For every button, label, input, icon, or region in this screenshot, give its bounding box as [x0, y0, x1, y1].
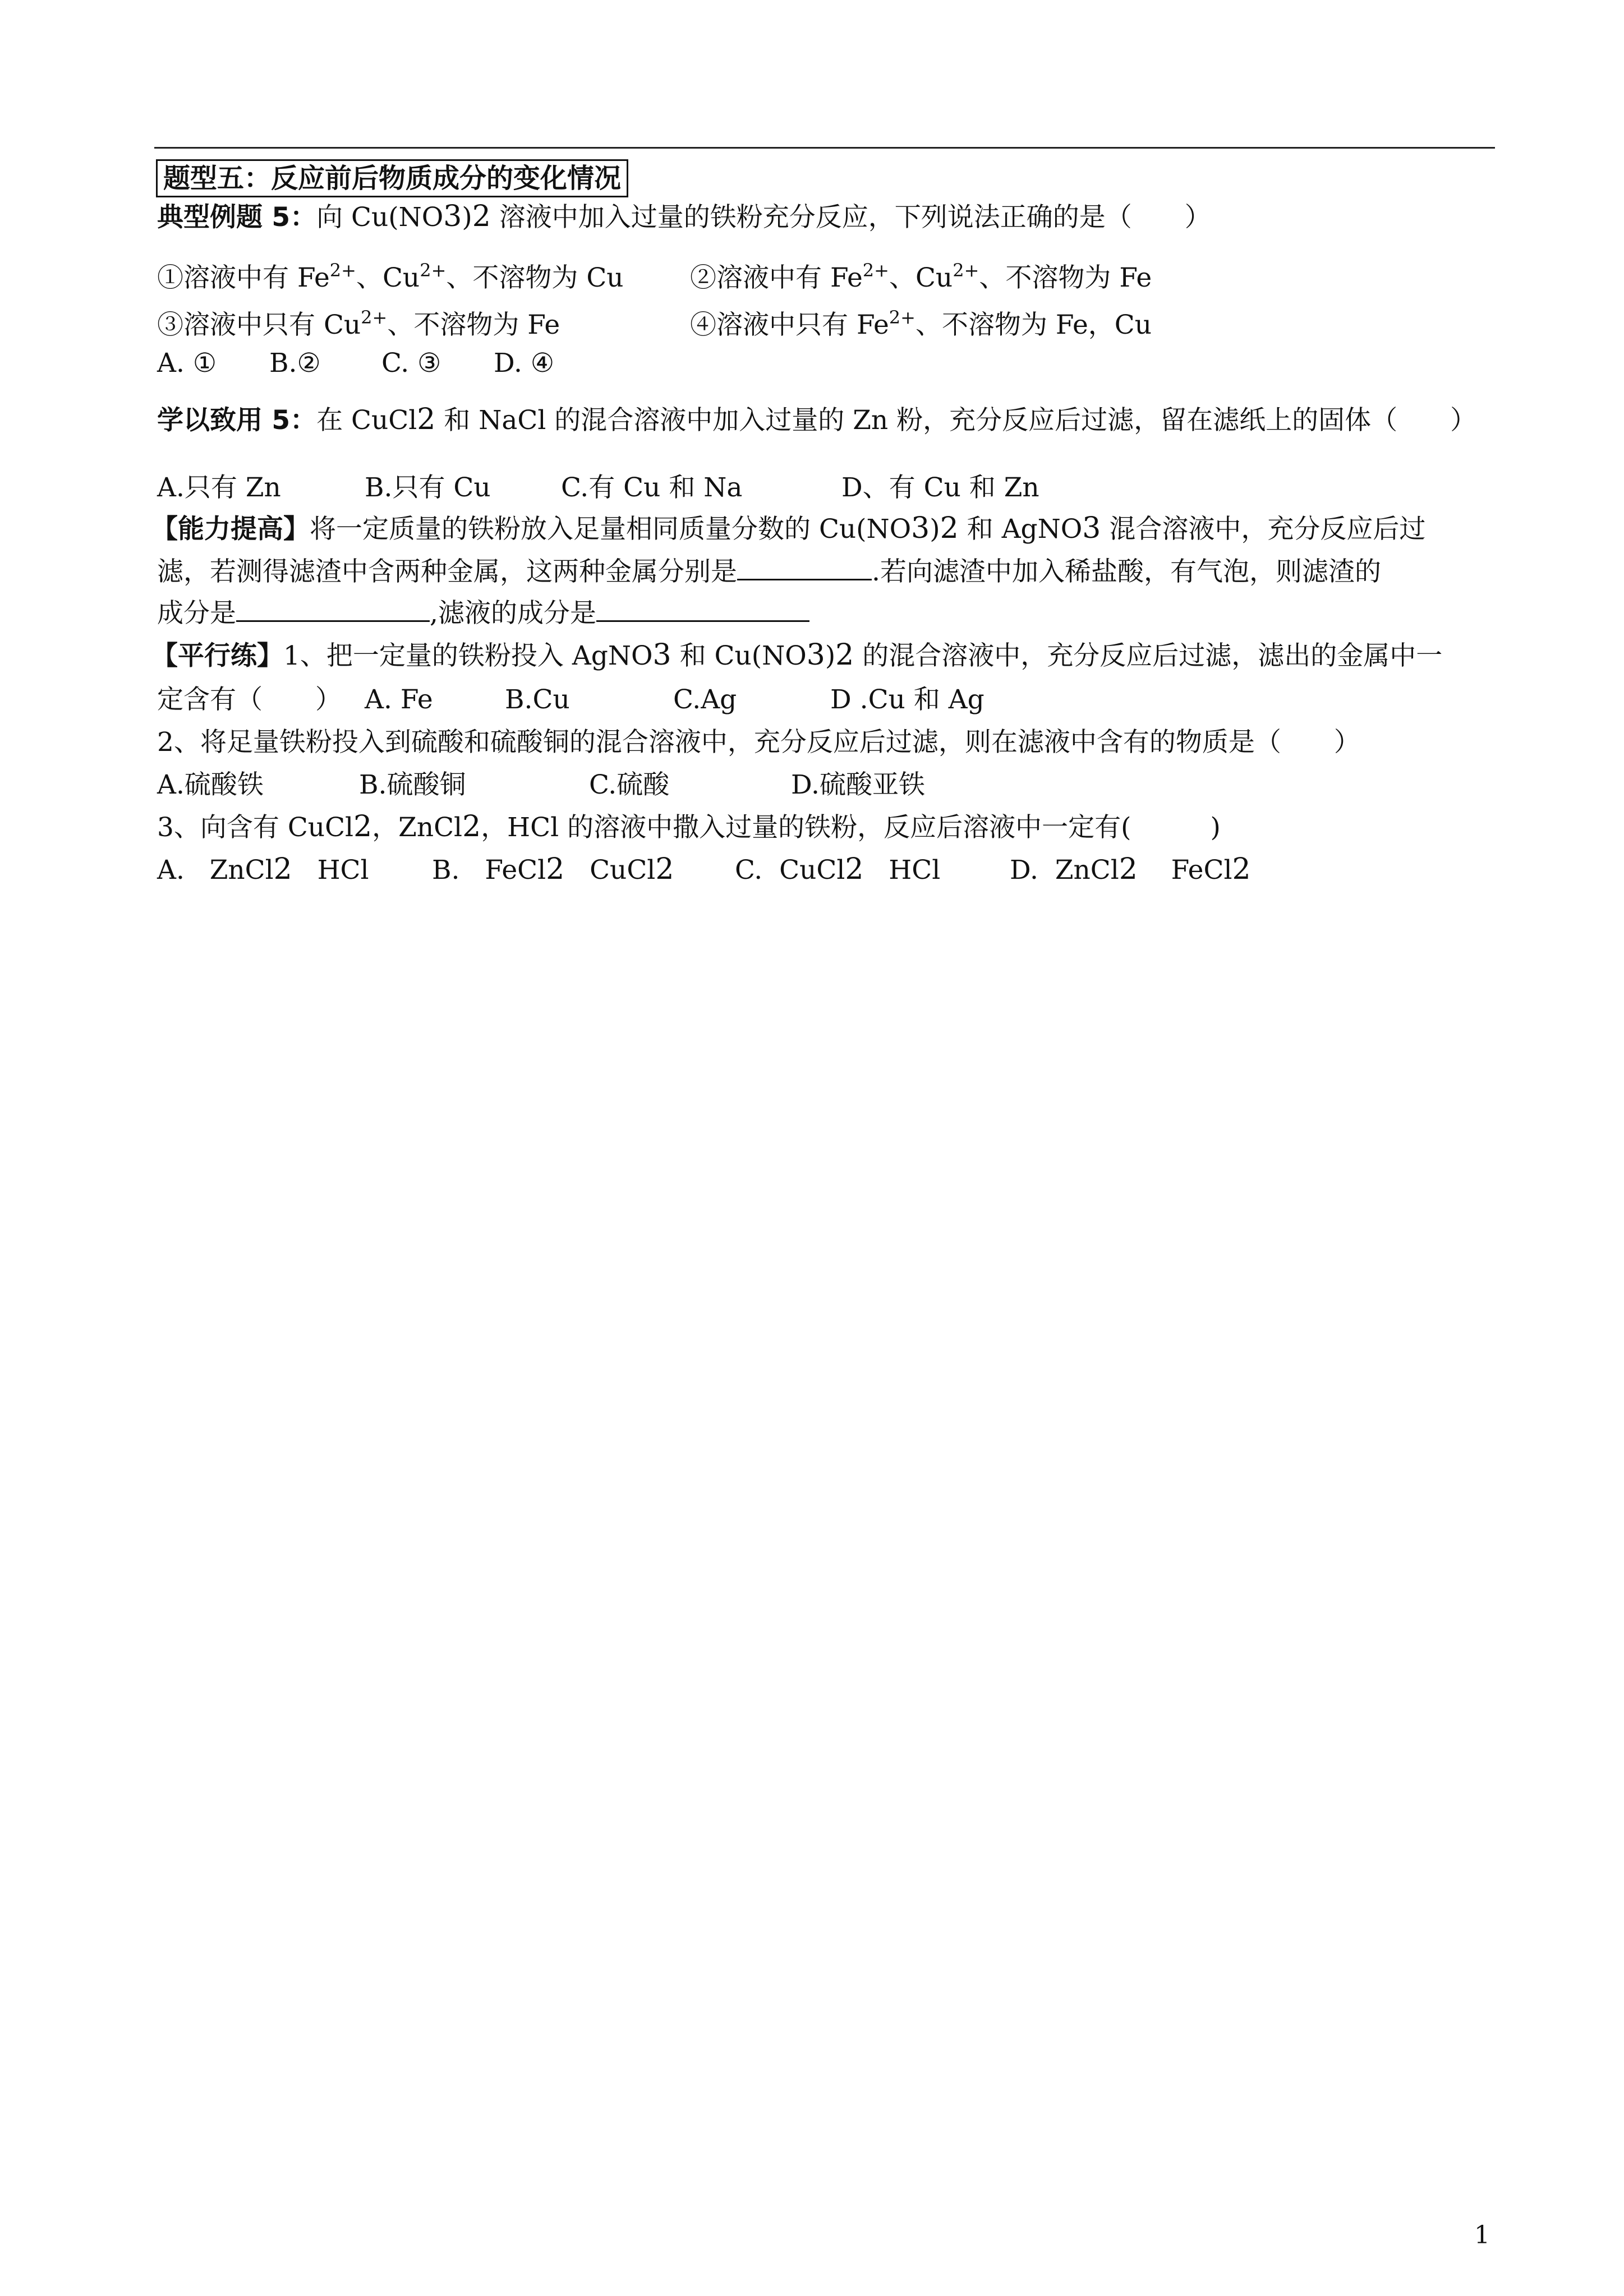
practice-q1-option: D .Cu 和 Ag — [830, 684, 984, 715]
apply-q-after: 和 NaCl 的混合溶液中加入过量的 Zn 粉，充分反应后过滤，留在滤纸上的固体（ ） — [435, 405, 1477, 436]
practice-q1-line-2 — [157, 683, 984, 717]
ability-l1a: 将一定质量的铁粉放入足量相同质量分数的 Cu(NO — [310, 514, 912, 545]
option-formula: ZnCl — [209, 855, 274, 886]
apply-option: A.只有 Zn — [157, 472, 281, 503]
practice-q3 — [157, 810, 1221, 845]
option-formula: HCl — [889, 855, 941, 886]
sub2: 2 — [1232, 852, 1251, 886]
example-q-mid: ) — [462, 202, 472, 233]
practice-q1-option: C.Ag — [673, 684, 737, 715]
option-letter: B. — [432, 855, 460, 886]
example-option: A. ① — [157, 348, 217, 379]
option-formula: FeCl — [1171, 855, 1232, 886]
apply-option: C.有 Cu 和 Na — [561, 472, 743, 503]
charge: 2+ — [329, 260, 356, 281]
sub2: 2 — [655, 852, 674, 886]
apply-q-sub: 2 — [417, 403, 436, 436]
s1a: ①溶液中有 Fe — [157, 262, 330, 293]
example-q-sub2: 2 — [472, 200, 491, 233]
example-question — [157, 200, 1211, 234]
example-statement-1 — [157, 261, 624, 297]
option-letter: A. — [157, 855, 185, 886]
ability-l2b: .若向滤渣中加入稀盐酸，有气泡，则滤渣的 — [872, 556, 1381, 587]
sub3: 3 — [652, 638, 671, 672]
option-letter: D. — [1010, 855, 1038, 886]
practice-q3c: ，HCl 的溶液中撒入过量的铁粉，反应后溶液中一定有( ) — [481, 812, 1221, 843]
example-statement-4 — [690, 308, 1152, 344]
practice-q1e: 定含有（ ） — [157, 684, 342, 715]
practice-q3-option-d — [1010, 852, 1251, 887]
ability-l3a: 成分是 — [157, 598, 236, 629]
ability-label: 【能力提高】 — [151, 514, 310, 545]
ability-l3b: ,滤液的成分是 — [430, 598, 596, 629]
example-statement-3 — [157, 308, 560, 344]
sub2: 2 — [1119, 852, 1138, 886]
page-number: 1 — [1474, 2221, 1490, 2249]
charge: 2+ — [420, 260, 447, 281]
ability-l1d: 混合溶液中，充分反应后过 — [1101, 514, 1426, 545]
practice-q3-options — [157, 852, 1251, 887]
apply-options — [157, 471, 1039, 505]
sub2: 2 — [353, 810, 372, 843]
apply-q-before: 在 CuCl — [316, 405, 417, 436]
apply-option: B.只有 Cu — [365, 472, 491, 503]
charge: 2+ — [889, 307, 915, 328]
s4b: 、不溶物为 Fe，Cu — [915, 310, 1152, 340]
s4a: ④溶液中只有 Fe — [690, 310, 889, 340]
practice-q1d: 的混合溶液中，充分反应后过滤，滤出的金属中一 — [854, 640, 1443, 671]
example-option: D. ④ — [494, 348, 555, 379]
example-q-sub1: 3 — [443, 200, 462, 233]
s2a: ②溶液中有 Fe — [690, 262, 863, 293]
practice-q1-option: A. Fe — [365, 684, 433, 715]
s2c: 、不溶物为 Fe — [979, 262, 1152, 293]
charge: 2+ — [862, 260, 889, 281]
practice-q3-option-a — [157, 852, 432, 887]
apply-question — [157, 403, 1476, 437]
s3a: ③溶液中只有 Cu — [157, 310, 361, 340]
sub2: 2 — [940, 511, 959, 545]
example-option: C. ③ — [381, 348, 441, 379]
practice-q3b: ，ZnCl — [372, 812, 463, 843]
sub3: 3 — [1082, 511, 1101, 545]
practice-q2-option: C.硫酸 — [589, 769, 670, 800]
practice-q3-option-c — [735, 852, 1010, 887]
sub2: 2 — [835, 638, 854, 672]
practice-q3a: 3、向含有 CuCl — [157, 812, 354, 843]
example-q-after: 溶液中加入过量的铁粉充分反应，下列说法正确的是（ ） — [490, 202, 1211, 233]
sub2: 2 — [273, 852, 292, 886]
example-q-before: 向 Cu(NO — [316, 202, 444, 233]
ability-l1b: ) — [930, 514, 940, 545]
answer-blank[interactable] — [596, 596, 809, 622]
sub3: 3 — [911, 511, 930, 545]
sub2: 2 — [546, 852, 565, 886]
option-formula: ZnCl — [1055, 855, 1119, 886]
example-option: B.② — [269, 348, 321, 379]
answer-blank[interactable] — [737, 554, 872, 580]
charge: 2+ — [361, 307, 388, 328]
example-options — [157, 347, 554, 380]
practice-q2-option: D.硫酸亚铁 — [791, 769, 925, 800]
example-statement-2 — [690, 261, 1152, 297]
apply-option: D、有 Cu 和 Zn — [841, 472, 1039, 503]
s2b: 、Cu — [889, 262, 953, 293]
ability-line-2 — [157, 554, 1381, 589]
s1c: 、不溶物为 Cu — [446, 262, 624, 293]
practice-q3-option-b — [432, 852, 735, 887]
ability-line-3 — [157, 596, 809, 630]
practice-q1a: 1、把一定量的铁粉投入 AgNO — [283, 640, 653, 671]
practice-q2-option: A.硫酸铁 — [157, 769, 264, 800]
option-formula: HCl — [317, 855, 369, 886]
practice-q2-options — [157, 768, 925, 802]
option-formula: CuCl — [779, 855, 845, 886]
practice-label: 【平行练】 — [151, 640, 283, 671]
charge: 2+ — [953, 260, 979, 281]
header-rule — [154, 147, 1495, 149]
sub3: 3 — [806, 638, 825, 672]
option-letter: C. — [735, 855, 763, 886]
practice-q1-line-1 — [151, 638, 1442, 673]
sub2: 2 — [462, 810, 481, 843]
ability-l1c: 和 AgNO — [958, 514, 1083, 545]
example-label: 典型例题 5： — [157, 202, 317, 233]
s1b: 、Cu — [356, 262, 420, 293]
practice-q2: 2、将足量铁粉投入到硫酸和硫酸铜的混合溶液中，充分反应后过滤，则在滤液中含有的物质是（ ） — [157, 727, 1360, 758]
ability-l2a: 滤，若测得滤渣中含两种金属，这两种金属分别是 — [157, 556, 737, 587]
answer-blank[interactable] — [236, 596, 430, 622]
practice-q1c: ) — [825, 640, 836, 671]
practice-q1-option: B.Cu — [505, 684, 570, 715]
s3b: 、不溶物为 Fe — [387, 310, 560, 340]
apply-label: 学以致用 5： — [157, 405, 317, 436]
option-formula: CuCl — [590, 855, 656, 886]
practice-q2-option: B.硫酸铜 — [359, 769, 466, 800]
ability-line-1 — [151, 511, 1425, 546]
option-formula: FeCl — [485, 855, 546, 886]
sub2: 2 — [845, 852, 864, 886]
practice-q1b: 和 Cu(NO — [671, 640, 807, 671]
section-title: 题型五：反应前后物质成分的变化情况 — [156, 159, 628, 197]
